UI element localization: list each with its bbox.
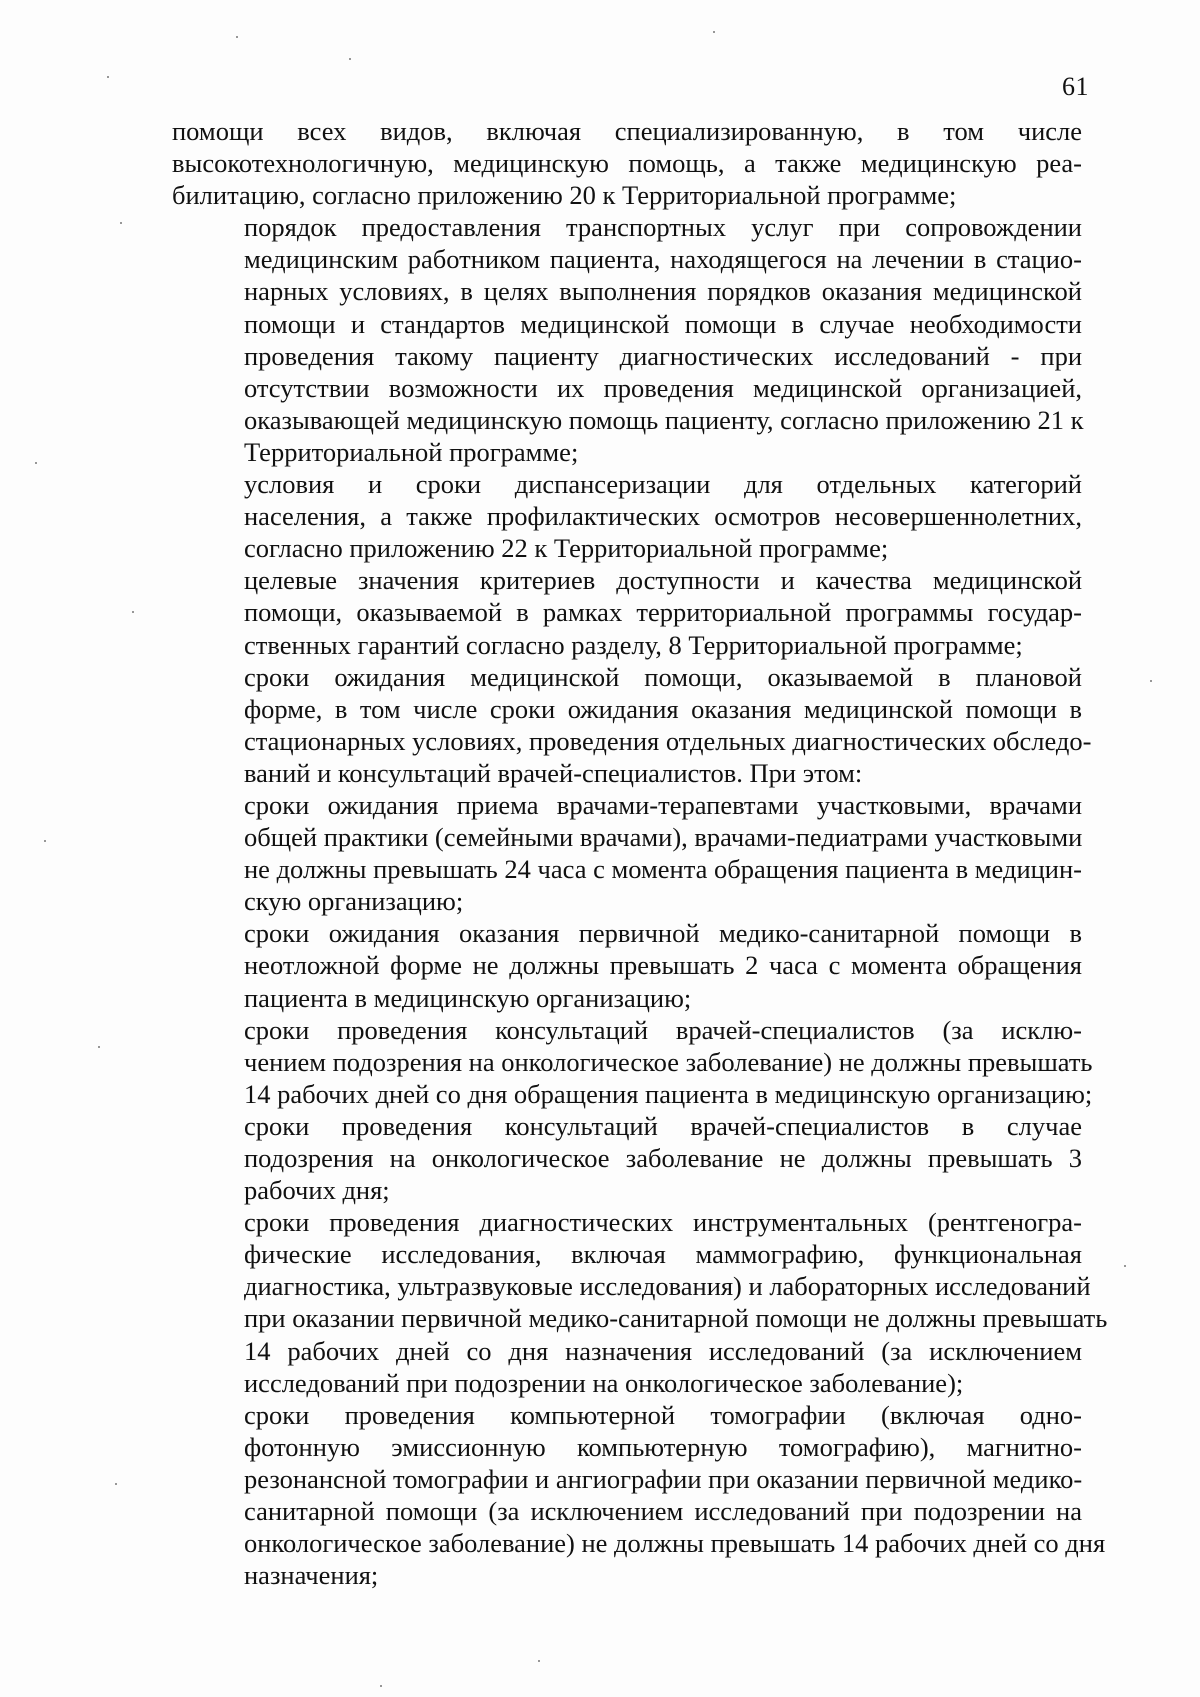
text-line: нарных условиях, в целях выполнения порядков оказания медицинской bbox=[244, 276, 1082, 307]
text-line: порядок предоставления транспортных услуг при сопровождении bbox=[244, 212, 1082, 243]
text-line: рабочих дня; bbox=[244, 1175, 390, 1206]
scan-speck bbox=[120, 222, 122, 224]
scan-speck bbox=[380, 1685, 382, 1687]
paragraph bbox=[172, 661, 1092, 789]
scan-speck bbox=[115, 1483, 117, 1485]
scan-speck bbox=[35, 462, 37, 464]
paragraph bbox=[172, 1014, 1093, 1110]
scan-speck bbox=[538, 1660, 540, 1662]
paragraph bbox=[172, 1399, 1106, 1592]
text-line: не должны превышать 24 часа с момента обращения пациента в медицин- bbox=[244, 854, 1082, 885]
text-line: чением подозрения на онкологическое заболевание) не должны превышать bbox=[244, 1046, 1093, 1077]
text-line: целевые значения критериев доступности и качества медицинской bbox=[244, 565, 1082, 596]
text-line: помощи, оказываемой в рамках территориальной программы государ- bbox=[244, 597, 1082, 628]
text-line: при оказании первичной медико-санитарной помощи не должны превышать bbox=[244, 1303, 1108, 1334]
text-line: сроки ожидания медицинской помощи, оказываемой в плановой bbox=[244, 661, 1082, 692]
text-line: билитацию, согласно приложению 20 к Территориальной программе; bbox=[172, 180, 957, 211]
text-line: фотонную эмиссионную компьютерную томографию), магнитно- bbox=[244, 1431, 1082, 1462]
text-line: исследований при подозрении на онкологическое заболевание); bbox=[244, 1367, 964, 1398]
paragraph bbox=[172, 789, 1082, 917]
text-line: населения, а также профилактических осмотров несовершеннолетних, bbox=[244, 501, 1082, 532]
scan-speck bbox=[132, 611, 134, 613]
text-line: проведения такому пациенту диагностических исследований - при bbox=[244, 340, 1082, 371]
paragraph bbox=[172, 564, 1082, 660]
scan-speck bbox=[1150, 680, 1152, 682]
text-line: фические исследования, включая маммографию, функциональная bbox=[244, 1239, 1082, 1270]
text-line: ваний и консультаций врачей-специалистов. При этом: bbox=[244, 757, 863, 788]
text-line: ственных гарантий согласно разделу, 8 Территориальной программе; bbox=[244, 629, 1023, 660]
scan-speck bbox=[44, 840, 46, 842]
text-line: санитарной помощи (за исключением исследований при подозрении на bbox=[244, 1496, 1082, 1527]
text-line: Территориальной программе; bbox=[244, 436, 579, 467]
text-line: сроки проведения диагностических инструментальных (рентгеногра- bbox=[244, 1207, 1082, 1238]
scan-speck bbox=[107, 76, 109, 78]
text-line: высокотехнологичную, медицинскую помощь, а также медицинскую реа- bbox=[172, 148, 1082, 179]
text-line: стационарных условиях, проведения отдельных диагностических обследо- bbox=[244, 725, 1092, 756]
text-line: сроки ожидания приема врачами-терапевтами участковыми, врачами bbox=[244, 789, 1082, 820]
text-line: помощи всех видов, включая специализированную, в том числе bbox=[172, 116, 1082, 146]
text-line: резонансной томографии и ангиографии при оказании первичной медико- bbox=[244, 1463, 1083, 1494]
text-line: согласно приложению 22 к Территориальной программе; bbox=[244, 533, 889, 564]
text-line: отсутствии возможности их проведения медицинской организацией, bbox=[244, 372, 1082, 403]
scan-speck bbox=[98, 1046, 100, 1048]
scan-speck bbox=[1124, 1265, 1126, 1267]
text-line: общей практики (семейными врачами), врачами-педиатрами участковыми bbox=[244, 822, 1083, 853]
paragraph bbox=[172, 115, 1082, 211]
text-line: онкологическое заболевание) не должны превышать 14 рабочих дней со дня bbox=[244, 1528, 1106, 1559]
scan-speck bbox=[713, 31, 715, 33]
text-line: сроки проведения компьютерной томографии (включая одно- bbox=[244, 1399, 1082, 1430]
scan-speck bbox=[349, 58, 351, 60]
text-line: диагностика, ультразвуковые исследования) и лабораторных исследований bbox=[244, 1271, 1091, 1302]
paragraph bbox=[172, 211, 1082, 468]
text-line: условия и сроки диспансеризации для отдельных категорий bbox=[244, 469, 1082, 500]
text-line: 14 рабочих дней со дня назначения исследований (за исключением bbox=[244, 1335, 1082, 1366]
scan-speck bbox=[236, 36, 238, 38]
page-number: 61 bbox=[1062, 72, 1089, 101]
body-text bbox=[172, 115, 1108, 1591]
text-line: скую организацию; bbox=[244, 886, 464, 917]
text-line: медицинским работником пациента, находящегося на лечении в стацио- bbox=[244, 244, 1082, 275]
text-line: форме, в том числе сроки ожидания оказания медицинской помощи в bbox=[244, 693, 1082, 724]
text-line: сроки проведения консультаций врачей-специалистов в случае bbox=[244, 1110, 1082, 1141]
text-line: 14 рабочих дней со дня обращения пациента в медицинскую организацию; bbox=[244, 1078, 1093, 1109]
text-line: сроки ожидания оказания первичной медико-санитарной помощи в bbox=[244, 918, 1082, 949]
text-line: назначения; bbox=[244, 1560, 379, 1591]
paragraph bbox=[172, 1110, 1082, 1206]
paragraph bbox=[172, 468, 1082, 564]
text-line: помощи и стандартов медицинской помощи в случае необходимости bbox=[244, 308, 1082, 339]
text-line: сроки проведения консультаций врачей-специалистов (за исклю- bbox=[244, 1014, 1082, 1045]
paragraph bbox=[172, 917, 1082, 1013]
text-line: оказывающей медицинскую помощь пациенту, согласно приложению 21 к bbox=[244, 404, 1084, 435]
text-line: пациента в медицинскую организацию; bbox=[244, 982, 692, 1013]
paragraph bbox=[172, 1206, 1108, 1399]
text-line: подозрения на онкологическое заболевание не должны превышать 3 bbox=[244, 1143, 1082, 1173]
text-line: неотложной форме не должны превышать 2 часа с момента обращения bbox=[244, 950, 1082, 981]
